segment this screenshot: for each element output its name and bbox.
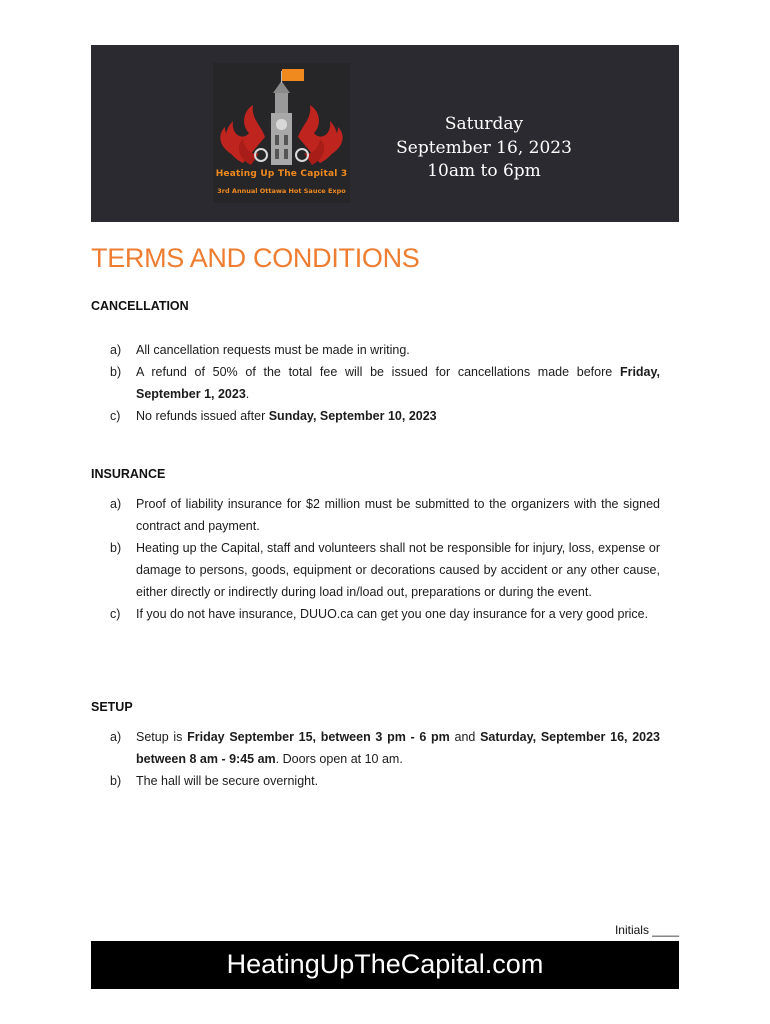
cancellation-heading: CANCELLATION [91,299,189,313]
logo-subtitle: 3rd Annual Ottawa Hot Sauce Expo [217,187,346,195]
item-text: . Doors open at 10 am. [275,752,403,766]
item-bold-date: Friday, September 1, 2023 [136,365,660,401]
list-item [110,537,660,603]
insurance-heading: INSURANCE [91,467,166,481]
item-text: If you do not have insurance, DUUO.ca can get you one day insurance for a very good price. [136,607,649,621]
event-date: September 16, 2023 [396,137,572,158]
list-item [110,339,660,361]
item-bold-date: Friday September 15, between 3 pm - 6 pm [187,730,450,744]
cancellation-list [110,339,660,427]
item-text: No refunds issued after [136,409,269,423]
insurance-list [110,493,660,625]
list-marker: a) [110,730,122,744]
initials-field: Initials ____ [614,923,679,937]
page-title: TERMS AND CONDITIONS [91,243,420,273]
list-item [110,770,660,792]
list-marker: b) [110,541,122,555]
list-item [110,603,660,625]
logo-title: Heating Up The Capital 3 [215,169,348,179]
header-banner [91,45,679,222]
event-time: 10am to 6pm [427,161,541,181]
list-marker: c) [110,607,121,621]
setup-list [110,726,660,792]
item-text: and [449,730,481,744]
list-item [110,361,660,405]
item-text: The hall will be secure overnight. [136,774,319,788]
list-item [110,726,660,770]
item-bold-date: Saturday, September 16, 2023 between 8 am - 9:45 am [136,730,661,766]
list-item [110,405,660,427]
tower-flame-icon [213,63,350,203]
list-marker: a) [110,497,122,511]
item-text: Proof of liability insurance for $2 million must be submitted to the organizers with the signed contract and payment. [136,497,660,533]
event-day: Saturday [444,114,524,134]
list-marker: a) [110,343,122,357]
item-text: All cancellation requests must be made in writing. [136,343,410,357]
item-bold-date: Sunday, September 10, 2023 [268,409,437,423]
list-marker: b) [110,774,122,788]
item-text: Heating up the Capital, staff and volunteers shall not be responsible for injury, loss, expense or damage to persons, goods, equipment or decorations caused by accident or any other cause, either directly or indirectly during load in/load out, preparations or during the event. [136,541,660,599]
setup-heading: SETUP [91,700,133,714]
list-marker: b) [110,365,122,379]
list-item [110,493,660,537]
event-info [381,113,587,184]
event-logo [213,63,350,203]
item-text: Setup is [136,730,188,744]
footer-banner [91,941,679,989]
footer-website: HeatingUpTheCapital.com [226,949,544,979]
item-text-after: . [245,387,250,401]
item-text: A refund of 50% of the total fee will be issued for cancellations made before [136,365,620,379]
list-marker: c) [110,409,121,423]
